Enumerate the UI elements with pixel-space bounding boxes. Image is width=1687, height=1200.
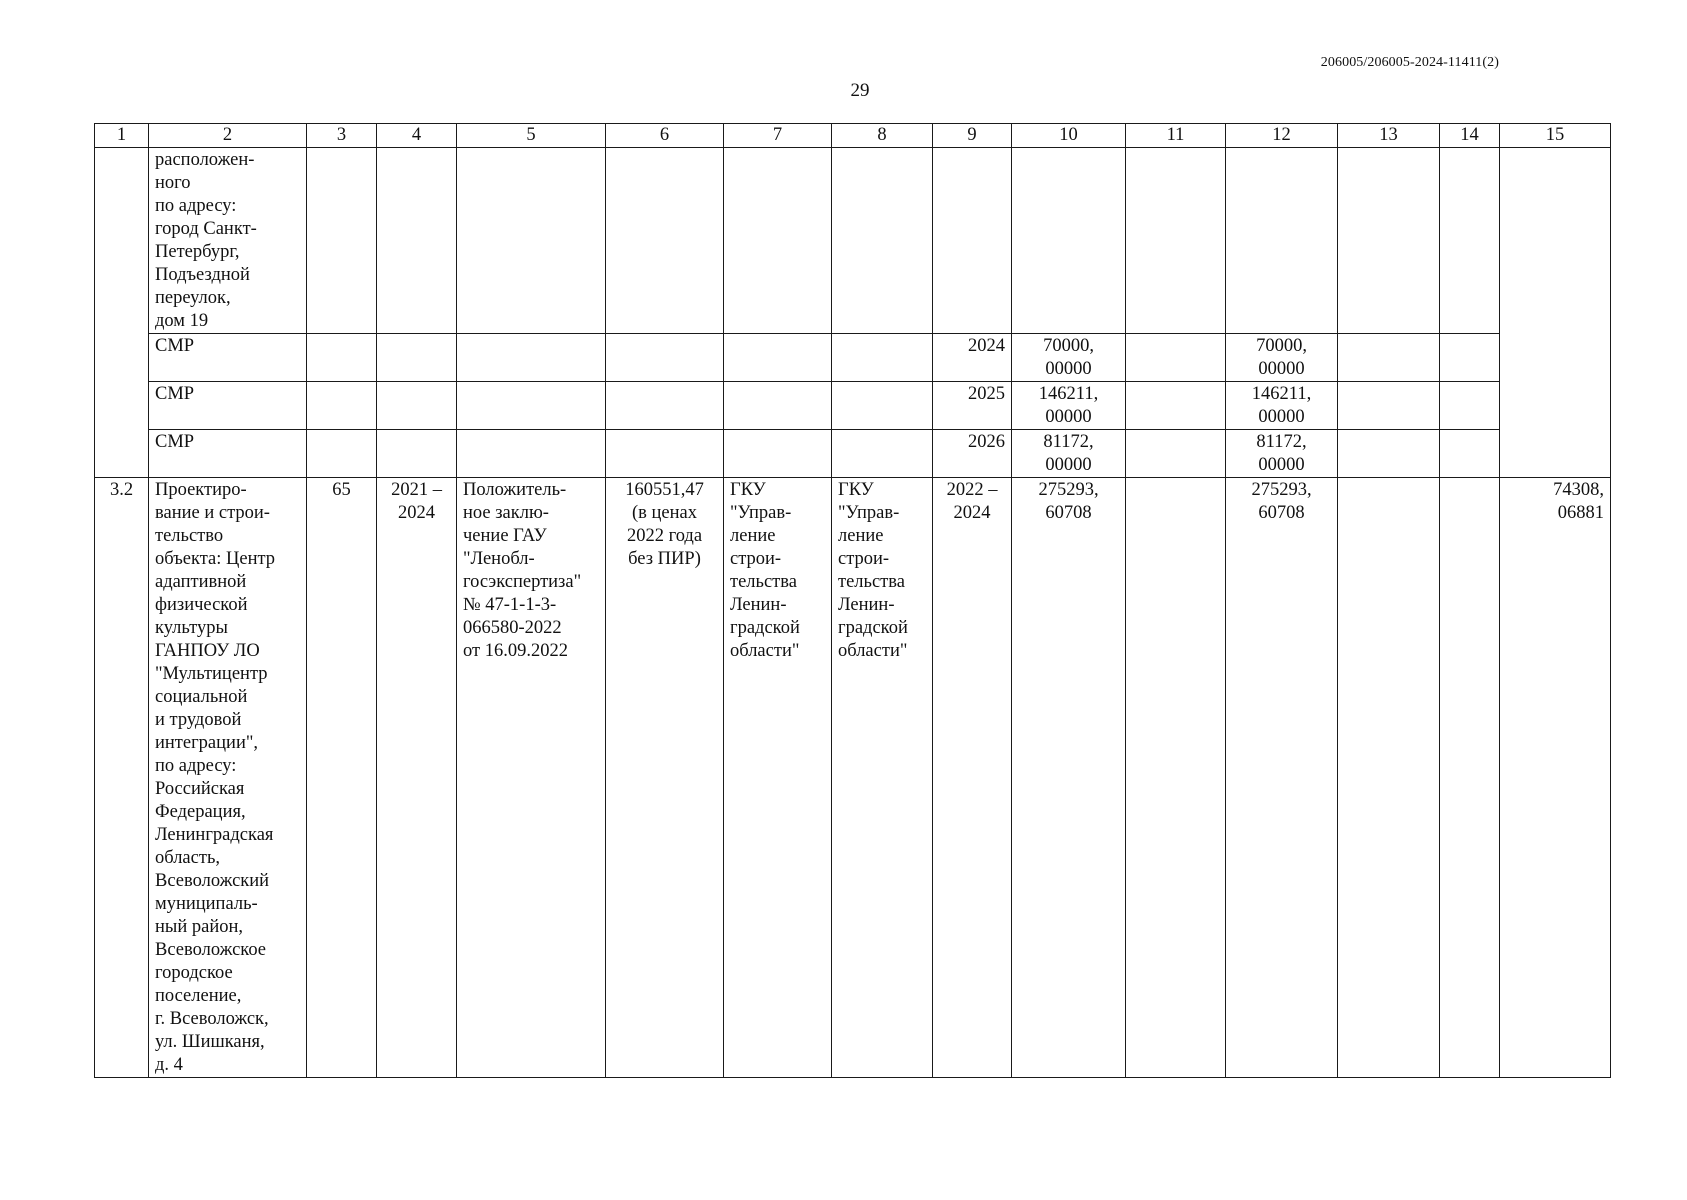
funding-period-cell: 2022 – 2024 bbox=[933, 478, 1012, 1078]
cell-empty bbox=[1338, 148, 1440, 334]
cell-empty bbox=[1338, 334, 1440, 382]
amount-total-cell: 146211, 00000 bbox=[1012, 382, 1126, 430]
cell-empty bbox=[377, 382, 457, 430]
cell-empty bbox=[1126, 430, 1226, 478]
cell-empty bbox=[457, 334, 606, 382]
cell-empty bbox=[832, 430, 933, 478]
amount-regional-cell: 146211, 00000 bbox=[1226, 382, 1338, 430]
cell-empty bbox=[1126, 148, 1226, 334]
cell-empty bbox=[307, 148, 377, 334]
col-number-7: 7 bbox=[724, 124, 832, 148]
cell-empty bbox=[1226, 148, 1338, 334]
col-number-15: 15 bbox=[1500, 124, 1611, 148]
cell-empty bbox=[1126, 334, 1226, 382]
row-number: 3.2 bbox=[95, 478, 149, 1078]
col-number-13: 13 bbox=[1338, 124, 1440, 148]
capacity-cell: 65 bbox=[307, 478, 377, 1078]
row-number-cell-empty bbox=[95, 148, 149, 478]
smr-row-2024 bbox=[95, 334, 1611, 382]
cell-empty bbox=[1338, 478, 1440, 1078]
cell-empty bbox=[832, 148, 933, 334]
col-number-9: 9 bbox=[933, 124, 1012, 148]
cell-empty bbox=[606, 148, 724, 334]
cell-empty bbox=[1440, 334, 1500, 382]
year-cell: 2025 bbox=[933, 382, 1012, 430]
estimated-cost-cell: 160551,47 (в ценах 2022 года без ПИР) bbox=[606, 478, 724, 1078]
period-cell: 2021 – 2024 bbox=[377, 478, 457, 1078]
amount-regional-cell: 81172, 00000 bbox=[1226, 430, 1338, 478]
object-name: Проектиро- вание и строи- тельство объекта: Центр адаптивной физической культуры ГАНПОУ ЛО "Мультицентр социальной и трудовой интеграции", по адресу: Российская Федерация, Ленинградская область, Всеволожский муниципаль- ный район, Всеволожское городское поселение, г. Всеволожск, ул. Шишканя, д. 4 bbox=[149, 478, 307, 1078]
amount-total-cell: 81172, 00000 bbox=[1012, 430, 1126, 478]
cell-empty bbox=[1440, 148, 1500, 334]
cell-empty bbox=[724, 430, 832, 478]
cell-empty bbox=[606, 334, 724, 382]
cell-empty bbox=[457, 148, 606, 334]
cell-empty bbox=[1500, 148, 1611, 478]
col-number-6: 6 bbox=[606, 124, 724, 148]
cell-empty bbox=[1440, 382, 1500, 430]
cell-empty bbox=[832, 334, 933, 382]
expertise-cell: Положитель- ное заклю- чение ГАУ "Ленобл- госэкспертиза" № 47-1-1-3- 066580-2022 от 16.09.2022 bbox=[457, 478, 606, 1078]
page-number: 29 bbox=[850, 80, 870, 101]
amount-regional-cell: 70000, 00000 bbox=[1226, 334, 1338, 382]
cell-empty bbox=[1440, 478, 1500, 1078]
col-number-14: 14 bbox=[1440, 124, 1500, 148]
col-number-12: 12 bbox=[1226, 124, 1338, 148]
cell-empty bbox=[832, 382, 933, 430]
col-number-1: 1 bbox=[95, 124, 149, 148]
cell-empty bbox=[724, 334, 832, 382]
col-number-10: 10 bbox=[1012, 124, 1126, 148]
document-number: 206005/206005-2024-11411(2) bbox=[1320, 55, 1499, 70]
cell-empty bbox=[457, 382, 606, 430]
year-cell: 2024 bbox=[933, 334, 1012, 382]
col-number-2: 2 bbox=[149, 124, 307, 148]
object-name-continuation: расположен- ного по адресу: город Санкт- Петербург, Подъездной переулок, дом 19 bbox=[149, 148, 307, 334]
cell-empty bbox=[606, 382, 724, 430]
smr-row-2026 bbox=[95, 430, 1611, 478]
amount-total-cell: 70000, 00000 bbox=[1012, 334, 1126, 382]
cell-empty bbox=[1440, 430, 1500, 478]
col-number-5: 5 bbox=[457, 124, 606, 148]
col-number-4: 4 bbox=[377, 124, 457, 148]
cell-empty bbox=[724, 382, 832, 430]
work-type-label: СМР bbox=[149, 334, 307, 382]
amount-total-cell: 275293, 60708 bbox=[1012, 478, 1126, 1078]
cell-empty bbox=[377, 148, 457, 334]
col-number-8: 8 bbox=[832, 124, 933, 148]
customer-cell: ГКУ "Управ- ление строи- тельства Ленин- градской области" bbox=[724, 478, 832, 1078]
cell-empty bbox=[1126, 382, 1226, 430]
cell-empty bbox=[377, 334, 457, 382]
cell-empty bbox=[307, 382, 377, 430]
program-table bbox=[94, 123, 1611, 1078]
table-row-3-2 bbox=[95, 478, 1611, 1078]
cell-empty bbox=[307, 430, 377, 478]
remaining-amount-cell: 74308, 06881 bbox=[1500, 478, 1611, 1078]
cell-empty bbox=[307, 334, 377, 382]
cell-empty bbox=[1126, 478, 1226, 1078]
smr-row-2025 bbox=[95, 382, 1611, 430]
cell-empty bbox=[377, 430, 457, 478]
work-type-label: СМР bbox=[149, 382, 307, 430]
col-number-3: 3 bbox=[307, 124, 377, 148]
cell-empty bbox=[457, 430, 606, 478]
column-numbers-row bbox=[95, 124, 1611, 148]
cell-empty bbox=[724, 148, 832, 334]
amount-regional-cell: 275293, 60708 bbox=[1226, 478, 1338, 1078]
cell-empty bbox=[1338, 430, 1440, 478]
col-number-11: 11 bbox=[1126, 124, 1226, 148]
work-type-label: СМР bbox=[149, 430, 307, 478]
cell-empty bbox=[1012, 148, 1126, 334]
year-cell: 2026 bbox=[933, 430, 1012, 478]
continuation-row bbox=[95, 148, 1611, 334]
cell-empty bbox=[1338, 382, 1440, 430]
developer-cell: ГКУ "Управ- ление строи- тельства Ленин- градской области" bbox=[832, 478, 933, 1078]
cell-empty bbox=[933, 148, 1012, 334]
cell-empty bbox=[606, 430, 724, 478]
